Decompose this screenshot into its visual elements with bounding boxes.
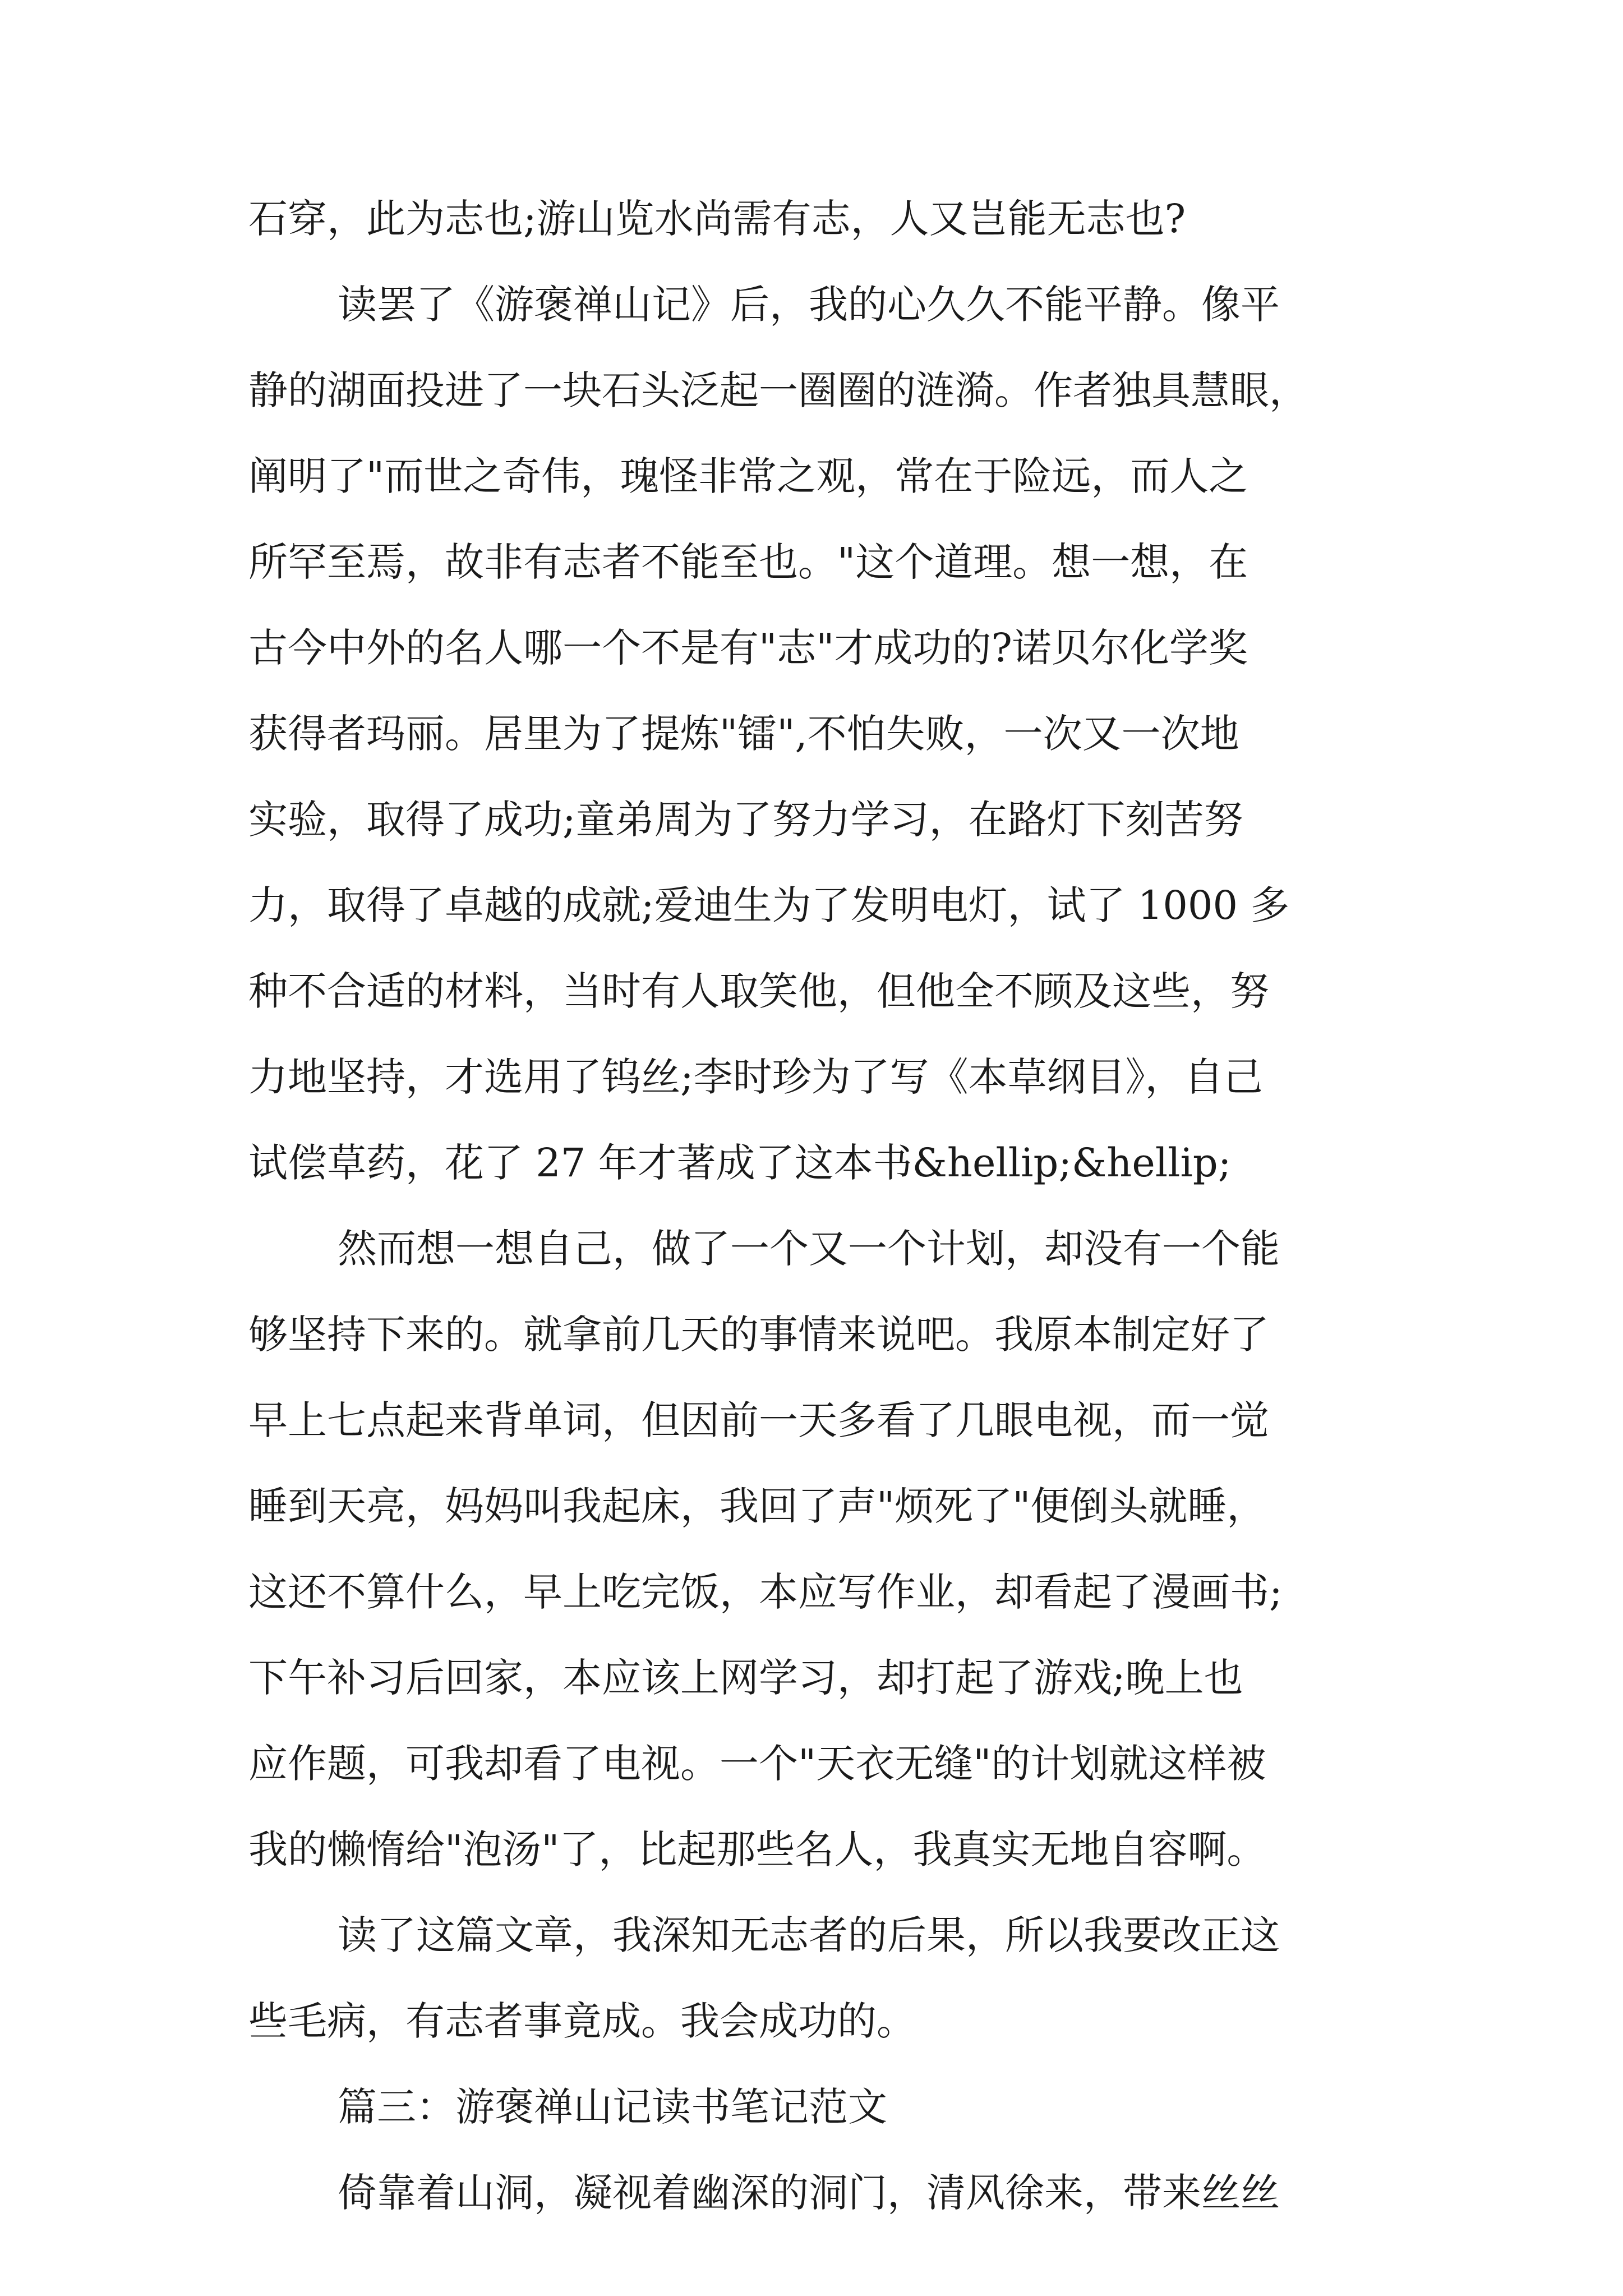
body-text-line: 力地坚持，才选用了钨丝;李时珍为了写《本草纲目》，自己 bbox=[248, 1054, 1263, 1100]
body-text-line: 倚靠着山洞，凝视着幽深的洞门，清风徐来，带来丝丝 bbox=[338, 2170, 1280, 2216]
body-text-line: 力，取得了卓越的成就;爱迪生为了发明电灯，试了 1000 多 bbox=[248, 882, 1290, 928]
body-text-line: 然而想一想自己，做了一个又一个计划，却没有一个能 bbox=[338, 1226, 1280, 1272]
body-text-line: 阐明了"而世之奇伟，瑰怪非常之观，常在于险远，而人之 bbox=[248, 453, 1248, 499]
body-text-line: 静的湖面投进了一块石头泛起一圈圈的涟漪。作者独具慧眼， bbox=[248, 367, 1308, 413]
body-text-line: 读了这篇文章，我深知无志者的后果，所以我要改正这 bbox=[338, 1912, 1280, 1958]
section-heading: 篇三：游褒禅山记读书笔记范文 bbox=[338, 2084, 887, 2130]
body-text-line: 够坚持下来的。就拿前几天的事情来说吧。我原本制定好了 bbox=[248, 1312, 1269, 1358]
body-text-line: 睡到天亮，妈妈叫我起床，我回了声"烦死了"便倒头就睡， bbox=[248, 1483, 1266, 1529]
body-text-line: 些毛病，有志者事竟成。我会成功的。 bbox=[248, 1998, 916, 2044]
body-text-line: 读罢了《游褒禅山记》后，我的心久久不能平静。像平 bbox=[338, 282, 1280, 328]
body-text-line: 获得者玛丽。居里为了提炼"镭",不怕失败，一次又一次地 bbox=[248, 711, 1239, 757]
body-text-line: 下午补习后回家，本应该上网学习，却打起了游戏;晚上也 bbox=[248, 1655, 1243, 1701]
body-text-line: 我的懒惰给"泡汤"了，比起那些名人，我真实无地自容啊。 bbox=[248, 1826, 1266, 1872]
body-text-line: 早上七点起来背单词，但因前一天多看了几眼电视，而一觉 bbox=[248, 1397, 1269, 1443]
body-text-line: 古今中外的名人哪一个不是有"志"才成功的?诺贝尔化学奖 bbox=[248, 625, 1248, 671]
body-text-line: 这还不算什么，早上吃完饭，本应写作业，却看起了漫画书; bbox=[248, 1569, 1283, 1615]
body-text-line: 应作题，可我却看了电视。一个"天衣无缝"的计划就这样被 bbox=[248, 1741, 1266, 1787]
body-text-line: 实验，取得了成功;童弟周为了努力学习，在路灯下刻苦努 bbox=[248, 797, 1243, 843]
body-text-line: 试偿草药，花了 27 年才著成了这本书&hellip;&hellip; bbox=[248, 1140, 1232, 1186]
body-text-line: 石穿，此为志也;游山览水尚需有志，人又岂能无志也? bbox=[248, 196, 1186, 242]
body-text-line: 所罕至焉，故非有志者不能至也。"这个道理。想一想，在 bbox=[248, 539, 1248, 585]
body-text-line: 种不合适的材料，当时有人取笑他，但他全不顾及这些，努 bbox=[248, 968, 1269, 1014]
